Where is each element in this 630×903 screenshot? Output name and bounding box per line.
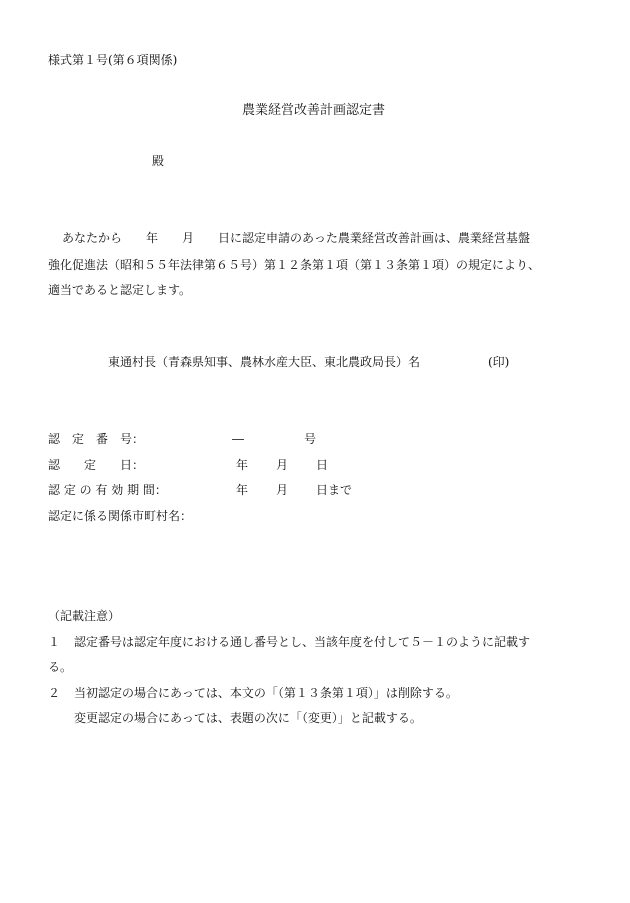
- field-date-year: 年: [236, 458, 249, 472]
- note-1-number: １: [48, 635, 61, 649]
- note-1-line-1: 認定番号は認定年度における通し番号とし、当該年度を付して５－１のように記載す: [74, 635, 531, 649]
- field-period-year: 年: [236, 483, 249, 497]
- field-date-day: 日: [316, 458, 329, 472]
- note-2-line-1: 当初認定の場合にあっては、本文の「（第１３条第１項）」は削除する。: [74, 686, 458, 700]
- field-date-month: 月: [276, 458, 289, 472]
- addressee-suffix: 殿: [152, 154, 165, 168]
- form-number: 様式第１号(第６項関係): [48, 53, 178, 67]
- field-period-until: 日まで: [316, 483, 353, 497]
- field-period-month: 月: [276, 483, 289, 497]
- notes-heading: （記載注意）: [48, 609, 121, 623]
- body-line-3: 適当であると認定します。: [48, 283, 192, 297]
- field-municipality-label: 認定に係る関係市町村名：: [48, 509, 193, 523]
- field-number-suffix: 号: [304, 432, 317, 446]
- seal-mark: (印): [488, 355, 510, 369]
- body-line-1: あなたから 年 月 日に認定申請のあった農業経営改善計画は、農業経営基盤: [62, 231, 530, 245]
- note-1-line-2: る。: [48, 660, 73, 674]
- field-date-label: 認 定 日：: [48, 458, 145, 472]
- field-number-label: 認 定 番 号：: [48, 432, 145, 446]
- document-title: 農業経営改善計画認定書: [242, 103, 386, 118]
- field-number-dash: ―: [232, 432, 244, 446]
- issuer-name: 東通村長（青森県知事、農林水産大臣、東北農政局長）名: [108, 355, 421, 369]
- note-2-line-2: 変更認定の場合にあっては、表題の次に「（変更）」と記載する。: [74, 711, 422, 725]
- body-line-2: 強化促進法（昭和５５年法律第６５号）第１２条第１項（第１３条第１項）の規定により、: [48, 258, 541, 272]
- note-2-number: ２: [48, 686, 61, 700]
- field-period-label: 認 定 の 有 効 期 間：: [48, 483, 167, 497]
